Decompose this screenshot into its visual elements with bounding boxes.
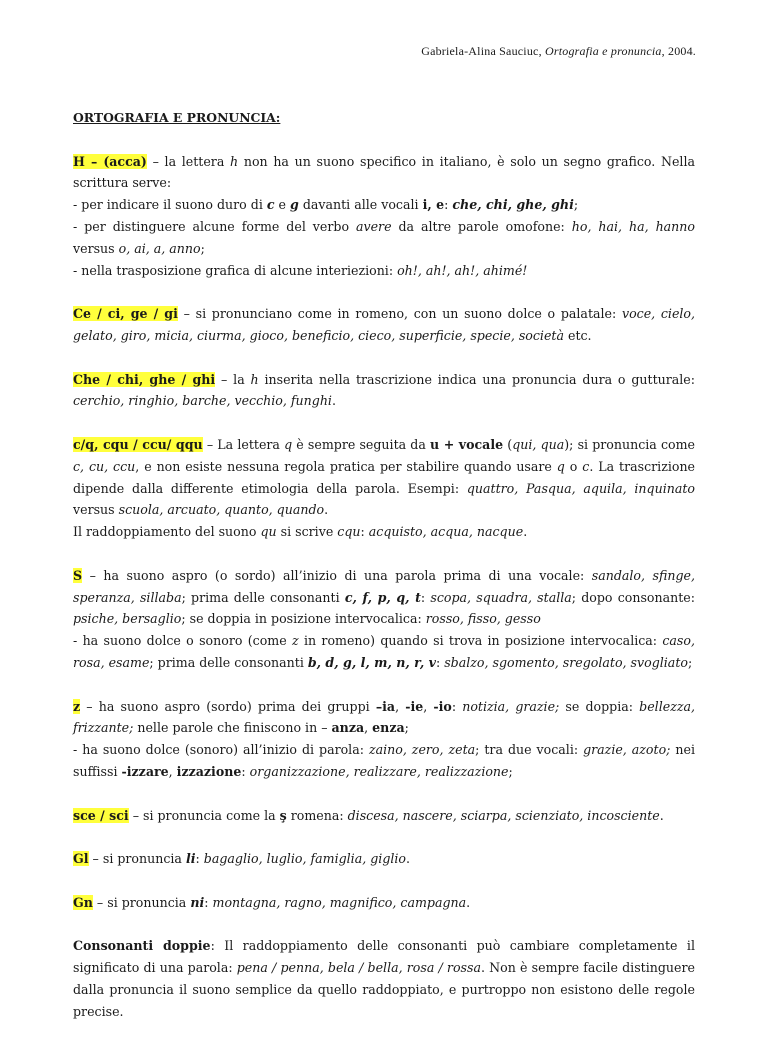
body-text: – la <box>215 371 251 387</box>
body-text: – si pronuncia <box>88 851 186 867</box>
example-text: grazie, azoto; <box>583 742 671 758</box>
body-text: : Il raddoppiamento delle consonanti può cambiare completamente il significato di una parola: <box>73 938 695 976</box>
body-text: : <box>435 654 445 670</box>
example-text: bellezza, frizzante; <box>73 698 695 736</box>
rule-paragraph <box>73 260 695 282</box>
rule-paragraph <box>73 630 695 674</box>
rule-heading: Ce / ci, ge / gi <box>73 306 178 322</box>
rule-heading: S <box>73 567 83 583</box>
rule-heading: H – (acca) <box>73 153 147 169</box>
rule-section-ce-ci <box>73 303 695 347</box>
rule-paragraph <box>73 194 695 216</box>
bold-italic-text: g <box>290 197 299 213</box>
body-text: : <box>451 698 463 714</box>
rules-list <box>73 151 695 1023</box>
document-body <box>73 107 695 1044</box>
rule-paragraph <box>73 434 695 521</box>
body-text: ; <box>573 197 579 213</box>
body-text: versus <box>73 502 119 518</box>
body-text: ; <box>508 763 513 779</box>
example-text: h <box>230 153 239 169</box>
rule-section-z <box>73 696 695 783</box>
rule-section-cq <box>73 434 695 543</box>
body-text: davanti alle vocali <box>298 197 423 213</box>
example-text: c, cu, ccu <box>73 458 136 474</box>
header-work-title: Ortografia e pronuncia <box>544 44 662 58</box>
body-text: : <box>360 524 369 540</box>
header-author: Gabriela-Alina Sauciuc <box>421 44 539 58</box>
body-text: – La lettera <box>202 436 285 452</box>
body-text: è sempre seguita da <box>292 436 431 452</box>
body-text: - per distinguere alcune forme del verbo <box>73 218 356 234</box>
body-text: , <box>395 698 406 714</box>
rule-paragraph <box>73 216 695 260</box>
body-text: ; prima delle consonanti <box>149 654 308 670</box>
body-text: - per indicare il suono duro di <box>73 197 267 213</box>
body-text: – ha suono aspro (sordo) prima dei gruppi <box>80 698 376 714</box>
body-text: : <box>204 894 213 910</box>
body-text: – si pronunciano come in romeno, con un suono dolce o palatale: <box>177 306 622 322</box>
bold-italic-text: che, chi, ghe, ghi <box>452 197 574 213</box>
body-text: – la lettera <box>146 153 231 169</box>
body-text: Il raddoppiamento del suono <box>73 524 261 540</box>
example-text: acquisto, acqua, nacque <box>368 524 524 540</box>
body-text: romena: <box>286 807 348 823</box>
rule-paragraph <box>73 696 695 740</box>
example-text: scuola, arcuato, quanto, quando <box>118 502 325 518</box>
body-text: non ha un suono specifico in italiano, è solo un segno grafico. Nella scrittura serve: <box>73 153 695 191</box>
example-text: cqu <box>337 524 361 540</box>
rule-heading: Che / chi, ghe / ghi <box>73 371 216 387</box>
body-text: , <box>364 720 373 736</box>
example-text: h <box>250 371 259 387</box>
rule-heading: Gn <box>73 894 93 910</box>
body-text: se doppia: <box>559 698 640 714</box>
rule-section-che-chi <box>73 369 695 413</box>
bold-text: izzazione <box>176 763 242 779</box>
rule-paragraph <box>73 521 695 543</box>
example-text: pena / penna, bela / bella, rosa / rossa <box>236 960 481 976</box>
header-year: , 2004. <box>661 44 696 58</box>
body-text: – si pronuncia <box>92 894 191 910</box>
page-title: ORTOGRAFIA E PRONUNCIA: <box>73 110 281 125</box>
body-text: ; <box>200 240 205 256</box>
body-text: - ha suono dolce o sonoro (come <box>73 633 293 649</box>
body-text: . <box>331 393 336 409</box>
rule-section-sce <box>73 805 695 827</box>
example-text: ho, hai, ha, hanno <box>571 218 695 234</box>
bold-italic-text: b, d, g, l, m, n, r, v <box>307 654 436 670</box>
example-text: zaino, zero, zeta <box>368 742 476 758</box>
bold-text: anza <box>331 720 365 736</box>
rule-section-h <box>73 151 695 282</box>
example-text: qu <box>260 524 277 540</box>
body-text: , e non esiste nessuna regola pratica per stabilire quando usare <box>135 458 557 474</box>
example-text: q <box>556 458 565 474</box>
bold-italic-text: c <box>266 197 275 213</box>
example-text: quattro, Pasqua, aquila, inquinato <box>466 480 695 496</box>
body-text: ; <box>404 720 409 736</box>
rule-heading: c/q, cqu / ccu/ qqu <box>73 436 203 452</box>
rule-section-gn <box>73 892 695 914</box>
body-text: e <box>274 197 290 213</box>
example-text: rosso, fisso, gesso <box>425 611 541 627</box>
rule-paragraph <box>73 565 695 630</box>
page-header <box>421 44 696 59</box>
body-text: : <box>420 589 431 605</box>
bold-text: -io <box>433 698 452 714</box>
body-text: ); si pronuncia come <box>564 436 695 452</box>
body-text: ; <box>687 654 693 670</box>
body-text: – si pronuncia come la <box>128 807 280 823</box>
body-text: ; tra due vocali: <box>475 742 584 758</box>
bold-text: i, e <box>422 197 445 213</box>
body-text: . <box>659 807 664 823</box>
body-text: etc. <box>563 327 592 343</box>
body-text: . La trascrizione dipende dalla differente etimologia della parola. Esempi: <box>73 458 696 496</box>
rule-paragraph <box>73 739 695 783</box>
example-text: voce, cielo, gelato, giro, micia, ciurma, gioco, beneficio, cieco, superficie, specie, società <box>73 306 696 343</box>
rule-section-gl <box>73 848 695 870</box>
example-text: montagna, ragno, magnifico, campagna <box>212 894 467 910</box>
body-text: : <box>241 763 250 779</box>
body-text: . <box>406 851 411 867</box>
example-text: sandalo, sfinge, speranza, sillaba <box>73 567 695 605</box>
example-text: c <box>582 458 590 474</box>
header-separator: , <box>538 44 545 58</box>
rule-paragraph <box>73 935 695 1022</box>
rule-paragraph <box>73 892 695 914</box>
bold-text: enza <box>372 720 405 736</box>
example-text: avere <box>355 218 392 234</box>
body-text: : <box>444 197 453 213</box>
bold-italic-text: c, f, p, q, t <box>344 589 421 605</box>
body-text: , <box>423 698 434 714</box>
body-text: inserita nella trascrizione indica una pronuncia dura o gutturale: <box>258 371 696 387</box>
example-text: oh!, ah!, ah!, ahimé! <box>397 262 528 278</box>
rule-paragraph <box>73 151 695 195</box>
body-text: nei suffissi <box>73 742 695 779</box>
example-text: organizzazione, realizzare, realizzazione <box>249 763 509 779</box>
bold-text: -izzare <box>121 763 169 779</box>
bold-text: Consonanti doppie <box>73 938 211 954</box>
body-text: . <box>466 894 471 910</box>
example-text: qui, qua <box>512 436 565 452</box>
body-text: . Non è sempre facile distinguere dalla pronuncia il suono semplice da quello raddoppiato, e purtroppo non esistono delle regole precise. <box>73 960 695 1019</box>
body-text: : <box>195 851 204 867</box>
example-text: bagaglio, luglio, famiglia, giglio <box>203 851 407 867</box>
rule-section-doppie <box>73 935 695 1022</box>
body-text: . <box>324 502 329 518</box>
example-text: caso, rosa, esame <box>73 633 695 670</box>
body-text: ; prima delle consonanti <box>181 589 345 605</box>
body-text: ; se doppia in posizione intervocalica: <box>181 611 426 627</box>
example-text: psiche, bersaglio <box>73 611 182 627</box>
body-text: in romeno) quando si trova in posizione intervocalica: <box>298 633 663 649</box>
example-text: q <box>284 436 293 452</box>
body-text: - nella trasposizione grafica di alcune interiezioni: <box>73 262 398 278</box>
rule-paragraph <box>73 303 695 347</box>
example-text: o, ai, a, anno <box>118 240 201 256</box>
bold-italic-text: ni <box>190 894 205 910</box>
rule-heading: z <box>73 698 81 714</box>
example-text: scopa, squadra, stalla <box>430 589 572 605</box>
rule-heading: Gl <box>73 851 89 867</box>
bold-text: ş <box>279 807 287 823</box>
body-text: - ha suono dolce (sonoro) all’inizio di parola: <box>73 742 369 758</box>
example-text: sbalzo, sgomento, sregolato, svogliato <box>444 654 688 670</box>
body-text: nelle parole che finiscono in – <box>133 720 332 736</box>
bold-text: -ie <box>405 698 424 714</box>
body-text: – ha suono aspro (o sordo) all’inizio di una parola prima di una vocale: <box>82 567 592 583</box>
rule-paragraph <box>73 805 695 827</box>
body-text: si scrive <box>276 524 338 540</box>
example-text: cerchio, ringhio, barche, vecchio, funghi <box>73 393 332 409</box>
example-text: discesa, nascere, sciarpa, scienziato, incosciente <box>347 807 660 823</box>
rule-paragraph <box>73 369 695 413</box>
body-text: o <box>564 458 583 474</box>
bold-text: –ia <box>375 698 396 714</box>
body-text: . <box>523 524 528 540</box>
body-text: ( <box>503 436 513 452</box>
rule-section-s <box>73 565 695 674</box>
example-text: notizia, grazie; <box>462 698 560 714</box>
bold-italic-text: li <box>185 851 196 867</box>
rule-paragraph <box>73 848 695 870</box>
body-text: , <box>168 763 177 779</box>
bold-text: u + vocale <box>430 436 504 452</box>
rule-heading: sce / sci <box>73 807 129 823</box>
example-text: z <box>292 633 299 649</box>
body-text: da altre parole omofone: <box>391 218 572 234</box>
body-text: ; dopo consonante: <box>571 589 695 605</box>
body-text: versus <box>73 240 119 256</box>
